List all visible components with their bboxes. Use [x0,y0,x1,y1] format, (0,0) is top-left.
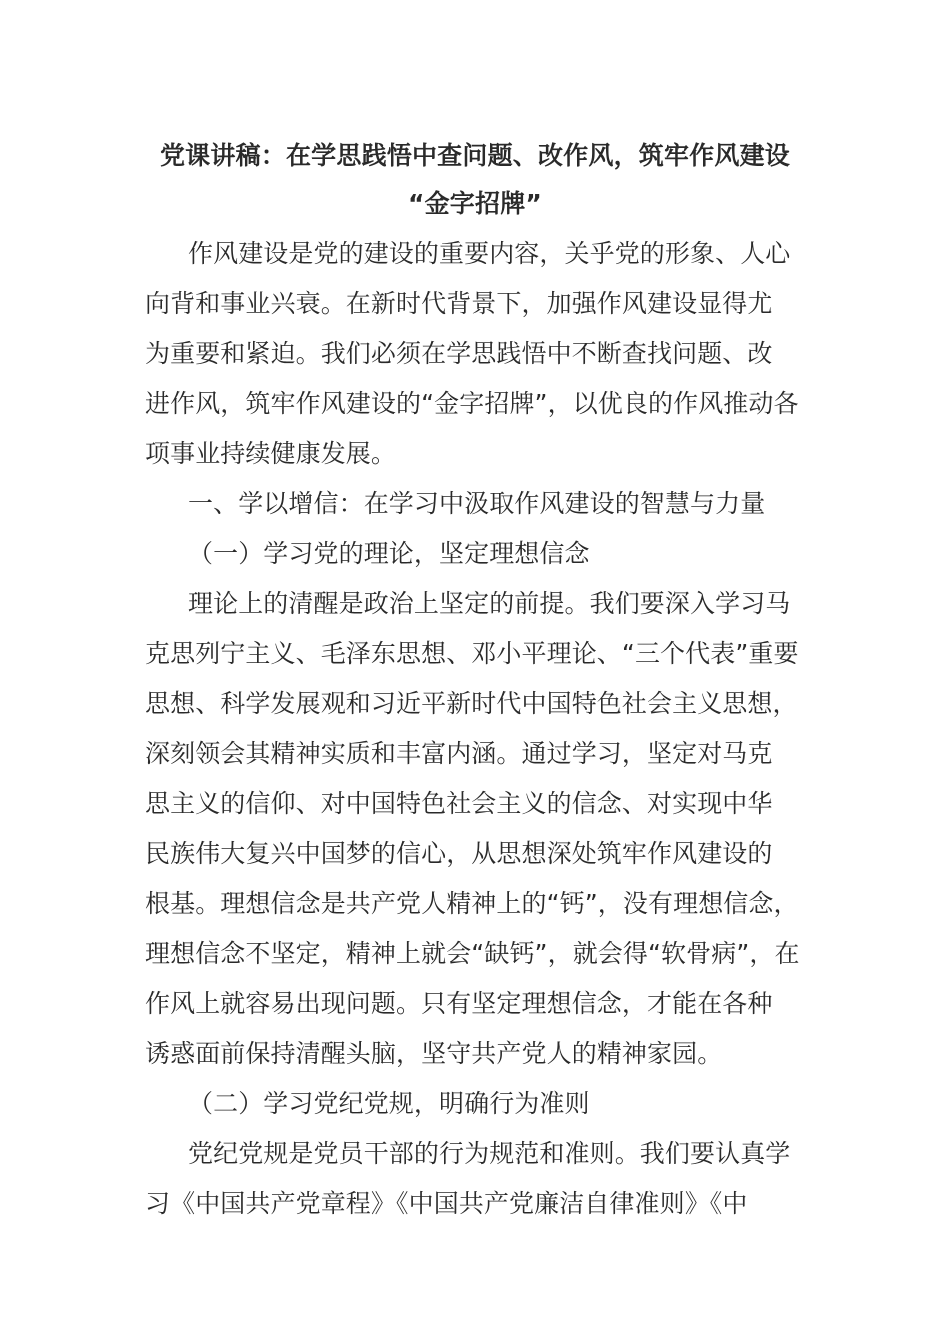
paragraph-theory-line-1: 理论上的清醒是政治上坚定的前提。我们要深入学习马 [188,589,791,618]
document-title-line-2: “金字招牌” [407,189,543,218]
paragraph-theory-line-5: 思主义的信仰、对中国特色社会主义的信念、对实现中华 [145,789,773,818]
paragraph-intro-line-2: 向背和事业兴衰。在新时代背景下，加强作风建设显得尤 [145,289,773,318]
paragraph-theory-line-9: 作风上就容易出现问题。只有坚定理想信念，才能在各种 [145,989,773,1018]
paragraph-theory-line-3: 思想、科学发展观和习近平新时代中国特色社会主义思想， [145,689,798,718]
subsection-heading-2: （二）学习党纪党规，明确行为准则 [188,1089,590,1118]
paragraph-intro-line-3: 为重要和紧迫。我们必须在学思践悟中不断查找问题、改 [145,339,773,368]
paragraph-discipline-line-2: 习《中国共产党章程》《中国共产党廉洁自律准则》《中 [145,1189,748,1218]
paragraph-theory-line-7: 根基。理想信念是共产党人精神上的“钙”，没有理想信念， [145,889,799,918]
subsection-heading-1: （一）学习党的理论，坚定理想信念 [188,539,590,568]
paragraph-intro-line-1: 作风建设是党的建设的重要内容，关乎党的形象、人心 [188,239,791,268]
paragraph-discipline-line-1: 党纪党规是党员干部的行为规范和准则。我们要认真学 [188,1139,791,1168]
paragraph-theory-line-6: 民族伟大复兴中国梦的信心，从思想深处筑牢作风建设的 [145,839,773,868]
paragraph-theory-line-4: 深刻领会其精神实质和丰富内涵。通过学习，坚定对马克 [145,739,773,768]
paragraph-theory-line-10: 诱惑面前保持清醒头脑，坚守共产党人的精神家园。 [145,1039,723,1068]
document-title-line-1: 党课讲稿：在学思践悟中查问题、改作风，筑牢作风建设 [159,141,790,170]
paragraph-theory-line-2: 克思列宁主义、毛泽东思想、邓小平理论、“三个代表”重要 [145,639,799,668]
paragraph-intro-line-4: 进作风，筑牢作风建设的“金字招牌”，以优良的作风推动各 [145,389,799,418]
paragraph-intro-line-5: 项事业持续健康发展。 [145,439,397,468]
paragraph-theory-line-8: 理想信念不坚定，精神上就会“缺钙”，就会得“软骨病”，在 [145,939,800,968]
section-heading-1: 一、学以增信：在学习中汲取作风建设的智慧与力量 [188,489,766,518]
